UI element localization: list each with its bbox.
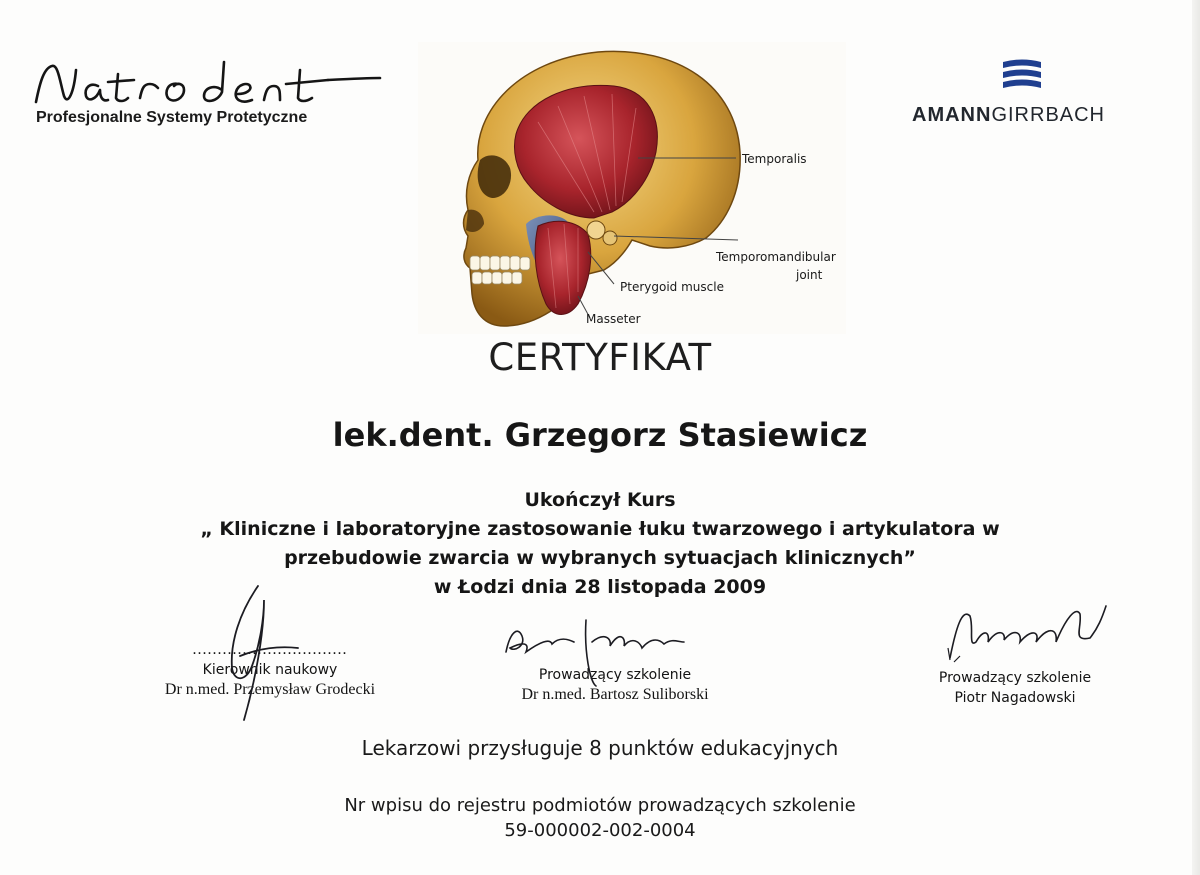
natrodent-logo bbox=[28, 52, 398, 132]
course-title-line2: przebudowie zwarcia w wybranych sytuacjach klinicznych” bbox=[284, 547, 916, 569]
signatory-role: Prowadzący szkolenie bbox=[538, 667, 692, 683]
natrodent-tagline: Profesjonalne Systemy Protetyczne bbox=[36, 109, 308, 126]
recipient-name: lek.dent. Grzegorz Stasiewicz bbox=[332, 416, 868, 454]
signatory-name: Dr n.med. Przemysław Grodecki bbox=[164, 681, 376, 698]
brand-regular: GIRRBACH bbox=[991, 104, 1106, 126]
place-date: w Łodzi dnia 28 listopada 2009 bbox=[433, 576, 767, 598]
certificate-title: CERTYFIKAT bbox=[488, 336, 712, 379]
signatory-role: Prowadzący szkolenie bbox=[938, 670, 1092, 686]
education-points: Lekarzowi przysługuje 8 punktów edukacyjnych bbox=[361, 736, 839, 760]
signatory-name: Dr n.med. Bartosz Suliborski bbox=[521, 686, 709, 703]
skull-muscle-illustration bbox=[418, 42, 846, 334]
amanngirrbach-bars-icon bbox=[1003, 58, 1041, 92]
course-block bbox=[0, 486, 1200, 602]
label-masseter: Masseter bbox=[586, 312, 641, 326]
signature-dotted-line: ............................... bbox=[192, 641, 348, 658]
signatory-name: Piotr Nagadowski bbox=[954, 690, 1076, 706]
signatory-role: Kierownik naukowy bbox=[202, 662, 338, 678]
label-tmj-line1: Temporomandibular bbox=[716, 250, 836, 264]
amanngirrbach-wordmark bbox=[912, 104, 1105, 127]
register-block bbox=[0, 793, 1200, 843]
register-number: 59-000002-002-0004 bbox=[504, 820, 696, 841]
handwritten-signature-3 bbox=[940, 598, 1110, 678]
amanngirrbach-logo bbox=[905, 58, 1137, 128]
label-temporalis: Temporalis bbox=[742, 152, 807, 166]
brand-bold: AMANN bbox=[912, 104, 992, 126]
handwritten-signature-1 bbox=[210, 582, 300, 732]
natrodent-script-wordmark bbox=[28, 52, 398, 112]
label-pterygoid: Pterygoid muscle bbox=[620, 280, 724, 294]
handwritten-signature-2 bbox=[500, 612, 700, 692]
register-label: Nr wpisu do rejestru podmiotów prowadzących szkolenie bbox=[344, 795, 856, 816]
completed-line: Ukończył Kurs bbox=[524, 489, 676, 511]
course-title-line1: „ Kliniczne i laboratoryjne zastosowanie łuku twarzowego i artykulatora w bbox=[200, 518, 1000, 540]
label-tmj-line2: joint bbox=[796, 268, 823, 282]
